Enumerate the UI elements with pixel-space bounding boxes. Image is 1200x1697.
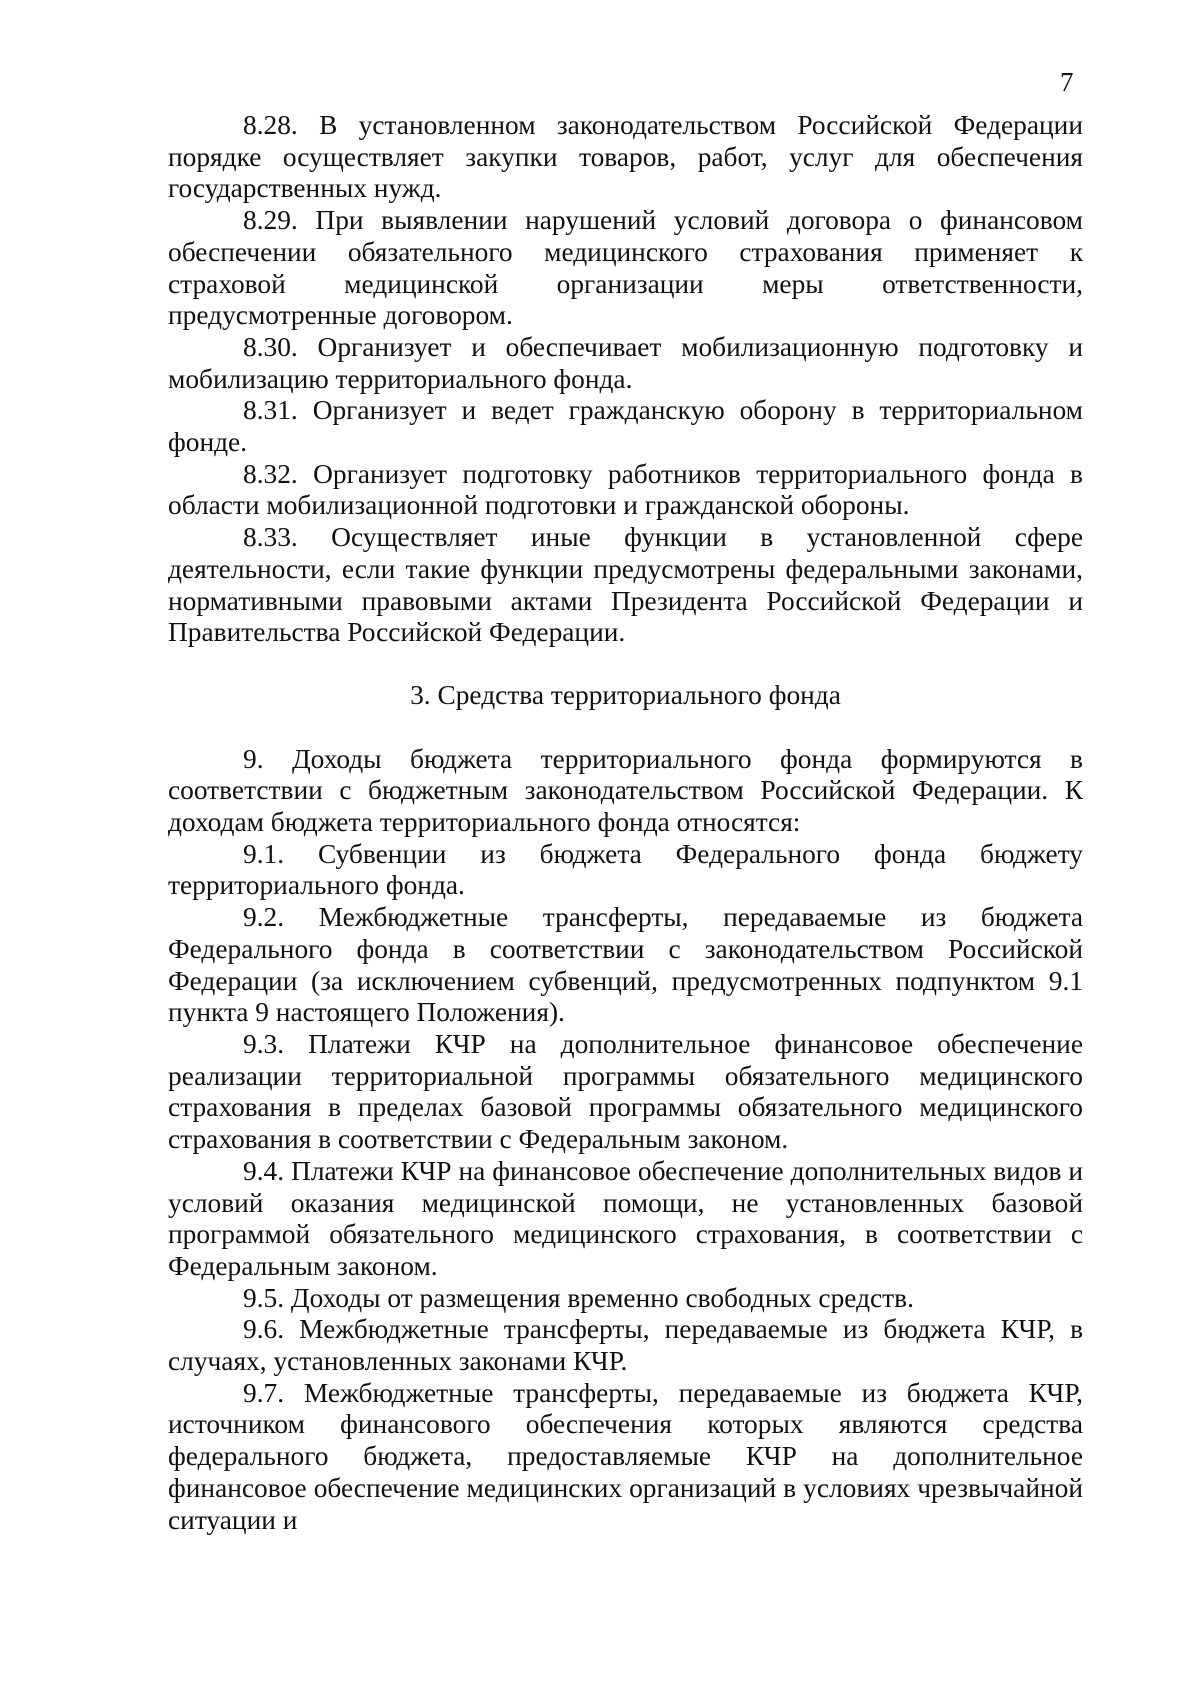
paragraph-9: 9. Доходы бюджета территориального фонда формируются в соответствии с бюджетным законодательством Российской Федерации. К доходам бюджета территориального фонда относятся: <box>168 743 1083 838</box>
paragraph-9-3: 9.3. Платежи КЧР на дополнительное финансовое обеспечение реализации территориальной программы обязательного медицинского страхования в пределах базовой программы обязательного медицинского страхования в соответствии с Федеральным законом. <box>168 1028 1083 1155</box>
paragraph-9-4: 9.4. Платежи КЧР на финансовое обеспечение дополнительных видов и условий оказания медицинской помощи, не установленных базовой программой обязательного медицинского страхования, в соответствии с Федеральным законом. <box>168 1155 1083 1281</box>
section-heading: 3. Средства территориального фонда <box>410 679 841 710</box>
paragraph-9-6: 9.6. Межбюджетные трансферты, передаваемые из бюджета КЧР, в случаях, установленных законами КЧР. <box>168 1314 1083 1377</box>
paragraph-8-31: 8.31. Организует и ведет гражданскую оборону в территориальном фонде. <box>168 395 1083 458</box>
paragraph-9-2: 9.2. Межбюджетные трансферты, передаваемые из бюджета Федерального фонда в соответствии с законодательством Российской Федерации (за исключением субвенций, предусмотренных подпунктом 9.1 пункта 9 настоящего Положения). <box>168 902 1083 1028</box>
paragraph-9-5: 9.5. Доходы от размещения временно свободных средств. <box>243 1282 914 1313</box>
paragraph-9-1: 9.1. Субвенции из бюджета Федерального фонда бюджету территориального фонда. <box>168 838 1083 901</box>
paragraph-8-30: 8.30. Организует и обеспечивает мобилизационную подготовку и мобилизацию территориального фонда. <box>168 331 1083 394</box>
paragraph-8-29: 8.29. При выявлении нарушений условий договора о финансовом обеспечении обязательного медицинского страхования применяет к страховой медицинской организации меры ответственности, предусмотренные договором. <box>168 205 1083 331</box>
document-body <box>168 110 1083 1536</box>
paragraph-8-33: 8.33. Осуществляет иные функции в установленной сфере деятельности, если такие функции предусмотрены федеральными законами, нормативными правовыми актами Президента Российской Федерации и Правительства Российской Федерации. <box>168 522 1083 648</box>
page-number: 7 <box>1060 67 1074 97</box>
paragraph-8-32: 8.32. Организует подготовку работников территориального фонда в области мобилизационной подготовки и гражданской обороны. <box>168 458 1083 521</box>
paragraph-8-28: 8.28. В установленном законодательством Российской Федерации порядке осуществляет закупки товаров, работ, услуг для обеспечения государственных нужд. <box>168 110 1083 204</box>
paragraph-9-7: 9.7. Межбюджетные трансферты, передаваемые из бюджета КЧР, источником финансового обеспечения которых являются средства федерального бюджета, предоставляемые КЧР на дополнительное финансовое обеспечение медицинских организаций в условиях чрезвычайной ситуации и <box>168 1377 1083 1535</box>
